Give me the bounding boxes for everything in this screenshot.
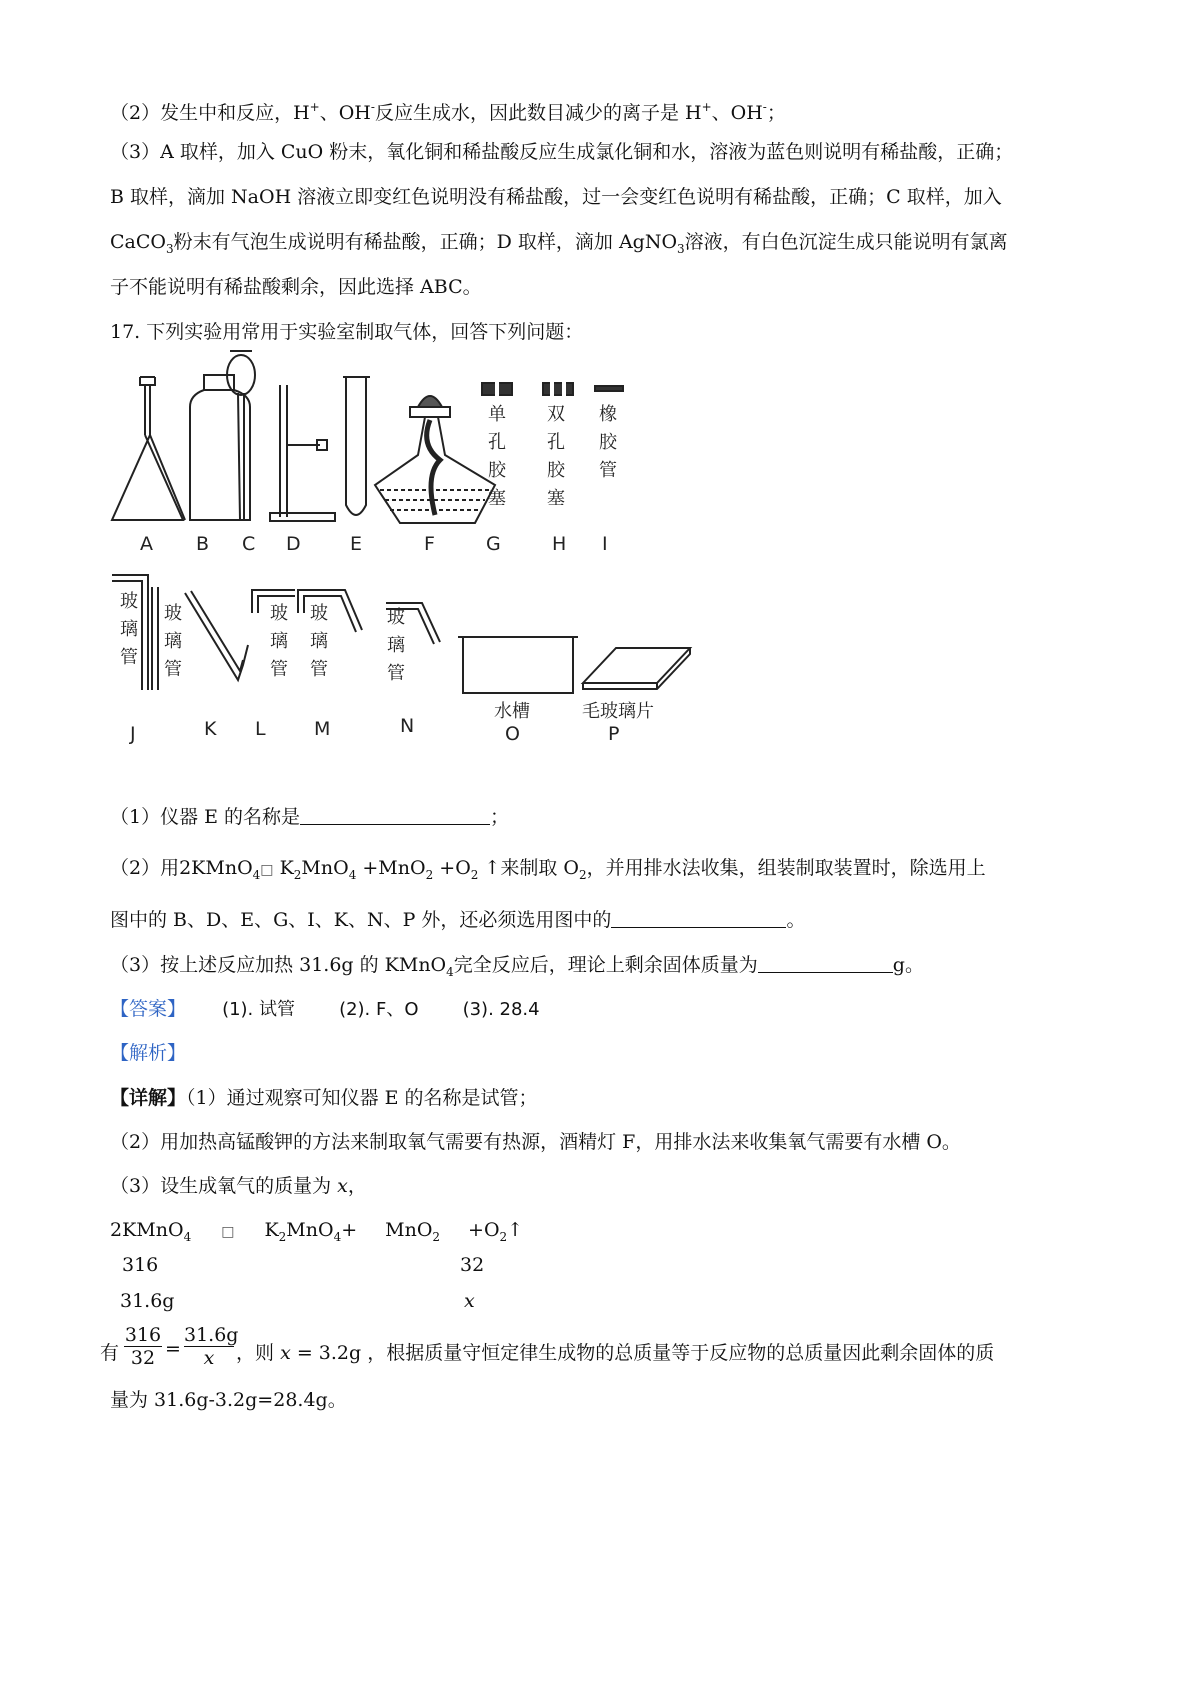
alcohol-lamp-icon: [375, 396, 495, 523]
text: +MnO: [362, 857, 426, 879]
label-H: H: [552, 533, 567, 555]
subscript: 2: [579, 868, 587, 882]
fraction-2: [184, 1324, 239, 1369]
subscript: 4: [348, 868, 357, 882]
detail-tag: 【详解】: [110, 1087, 187, 1109]
g-text: 单: [488, 404, 506, 425]
svg-text:胶: 胶: [488, 460, 506, 481]
water-trough-icon: [458, 637, 578, 693]
subscript: 2: [432, 1230, 441, 1244]
rubber-tube-icon: [595, 386, 623, 391]
svg-text:塞: 塞: [488, 488, 506, 509]
paragraph-2: [110, 92, 1100, 128]
label-I: I: [602, 533, 608, 555]
detail-1: [110, 1083, 1100, 1113]
label-O: O: [505, 723, 520, 745]
detail-3: [110, 1171, 1100, 1201]
text: K: [264, 1219, 279, 1241]
label-E: E: [350, 533, 363, 555]
row2-labels: [129, 715, 619, 745]
text: ↑: [484, 857, 501, 879]
subscript: 2: [499, 1230, 508, 1244]
text: ，则: [236, 1342, 275, 1364]
text: = 3.2g: [290, 1342, 362, 1364]
svg-text:璃: 璃: [270, 631, 288, 652]
text: 有: [100, 1342, 120, 1364]
subscript: 2: [293, 868, 302, 882]
variable: x: [337, 1175, 348, 1197]
label-D: D: [286, 533, 301, 555]
paragraph-3-line-2: B 取样，滴加 NaOH 溶液立即变红色说明没有稀盐酸，过一会变红色说明有稀盐酸，正确；C 取样，加入: [110, 186, 1002, 208]
answer-3: (3). 28.4: [462, 999, 540, 1020]
svg-text:孔: 孔: [488, 432, 506, 453]
svg-text:孔: 孔: [547, 432, 565, 453]
i-text: 橡: [599, 404, 617, 425]
calc-equation: [110, 1219, 523, 1244]
label-P: P: [608, 723, 620, 745]
text: g。: [892, 954, 924, 976]
single-hole-stopper-icon: [482, 379, 512, 397]
text: （1）通过观察可知仪器 E 的名称是试管；: [186, 1087, 538, 1109]
text: 、OH: [711, 102, 763, 124]
iron-stand-icon: [270, 385, 335, 521]
svg-text:璃: 璃: [387, 635, 405, 656]
answer-1: (1). 试管: [222, 999, 296, 1020]
equals-sign: =: [165, 1338, 181, 1360]
answer-tag: 【答案】: [110, 998, 187, 1020]
p-text: 毛玻璃片: [582, 701, 654, 722]
svg-text:璃: 璃: [310, 631, 328, 652]
paragraph-3-line-1: （3）A 取样，加入 CuO 粉末，氧化铜和稀盐酸反应生成氯化铜和水，溶液为蓝色则说明有稀盐酸，正确；: [110, 141, 1014, 163]
text: 完全反应后，理论上剩余固体质量为: [453, 954, 758, 976]
text: ；: [766, 102, 786, 124]
label-M: M: [314, 718, 331, 740]
svg-text:胶: 胶: [547, 460, 565, 481]
text: （1）仪器 E 的名称是: [110, 806, 301, 828]
subscript: 2: [470, 868, 479, 882]
glass-tube-l-icon: [185, 591, 248, 680]
detail-2: （2）用加热高锰酸钾的方法来制取氧气需要有热源，酒精灯 F，用排水法来收集氧气需要有水槽 O。: [110, 1131, 961, 1153]
o-text: 水槽: [494, 701, 530, 722]
subscript: 3: [165, 242, 174, 256]
test-tube-icon: [343, 377, 370, 515]
text: ，并用排水法收集，组装制取装置时，除选用上: [586, 857, 986, 879]
denominator: x: [184, 1346, 234, 1369]
equation: [179, 857, 501, 882]
text: 。: [786, 909, 806, 931]
text: K: [279, 857, 294, 879]
text: ↑: [507, 1219, 524, 1241]
answer-blank-3[interactable]: [758, 952, 893, 973]
svg-text:胶: 胶: [599, 432, 617, 453]
svg-text:管: 管: [599, 460, 617, 481]
subscript: 2: [425, 868, 434, 882]
numerator: 31.6g: [184, 1324, 239, 1346]
text: ，: [347, 1175, 367, 1197]
svg-text:玻: 玻: [310, 603, 328, 624]
svg-text:璃: 璃: [164, 631, 182, 652]
reaction-arrow: □: [260, 862, 274, 878]
text: ，根据质量守恒定律生成物的总质量等于反应物的总质量因此剩余固体的质: [367, 1342, 995, 1364]
text: 2KMnO: [110, 1219, 184, 1241]
question-3: [110, 950, 1100, 987]
bottle-icon: [190, 375, 250, 520]
svg-text:玻: 玻: [387, 607, 405, 628]
text: 反应生成水，因此数目减少的离子是 H: [374, 102, 702, 124]
svg-text:管: 管: [387, 663, 405, 684]
text: 粉末有气泡生成说明有稀盐酸，正确；D 取样，滴加 AgNO: [173, 231, 678, 253]
frosted-glass-plate-icon: [583, 648, 690, 689]
final-line: 量为 31.6g-3.2g=28.4g。: [110, 1389, 347, 1411]
svg-text:璃: 璃: [120, 619, 138, 640]
ratio-conclusion: [236, 1338, 994, 1365]
subscript: 4: [183, 1230, 192, 1244]
glass-tube-text: 玻: [120, 591, 138, 612]
glass-tube-k-icon: [152, 587, 158, 690]
variable: x: [280, 1342, 291, 1364]
answer-blank-2[interactable]: [611, 907, 786, 928]
text: （2）发生中和反应，H: [110, 102, 310, 124]
h-text: 双: [547, 404, 565, 425]
subscript: 2: [278, 1230, 287, 1244]
svg-text:玻: 玻: [270, 603, 288, 624]
text: +O: [439, 857, 471, 879]
label-G: G: [486, 533, 501, 555]
apparatus-figure: [100, 345, 720, 755]
label-C: C: [242, 533, 256, 555]
analysis-tag-line: [110, 1038, 1100, 1068]
text: MnO: [286, 1219, 334, 1241]
subscript: 3: [677, 242, 685, 256]
molar-mass-kmno4: 316: [122, 1254, 159, 1276]
label-F: F: [424, 533, 435, 555]
text: CaCO: [110, 231, 166, 253]
denominator: 32: [124, 1346, 162, 1369]
row1-labels: [140, 533, 608, 555]
label-J: J: [130, 723, 136, 745]
text: 2KMnO: [179, 857, 253, 879]
text: 溶液，有白色沉淀生成只能说明有氯离: [684, 231, 1008, 253]
superscript: +: [309, 100, 320, 114]
svg-text:管: 管: [270, 659, 288, 680]
text: 来制取 O: [500, 857, 580, 879]
double-hole-stopper-icon: [543, 379, 573, 397]
text: （3）设生成氧气的质量为: [110, 1175, 338, 1197]
question-title: 17. 下列实验用常用于实验室制取气体，回答下列问题：: [110, 321, 584, 343]
text: MnO: [385, 1219, 433, 1241]
superscript: +: [701, 100, 712, 114]
molar-mass-o2: 32: [460, 1254, 485, 1276]
numerator: 316: [124, 1324, 162, 1346]
paragraph-3-line-3: [110, 227, 1100, 264]
question-2-line-1: [110, 853, 1100, 890]
mass-o2: x: [464, 1290, 475, 1312]
analysis-tag: 【解析】: [110, 1042, 187, 1064]
conical-flask-icon: [112, 377, 185, 520]
svg-text:玻: 玻: [164, 603, 182, 624]
answer-line: [110, 994, 1100, 1025]
label-A: A: [140, 533, 153, 555]
label-B: B: [196, 533, 210, 555]
label-N: N: [400, 715, 415, 737]
text: 、OH: [319, 102, 371, 124]
text: （2）用: [110, 857, 180, 879]
text: （3）按上述反应加热 31.6g 的 KMnO: [110, 954, 447, 976]
mass-kmno4: 31.6g: [120, 1290, 175, 1312]
text: ；: [490, 806, 510, 828]
answer-blank-1[interactable]: [300, 804, 490, 825]
text: 图中的 B、D、E、G、I、K、N、P 外，还必须选用图中的: [110, 909, 612, 931]
question-2-line-2: [110, 905, 1100, 935]
svg-text:管: 管: [310, 659, 328, 680]
fraction-1: [124, 1324, 162, 1369]
svg-text:管: 管: [120, 647, 138, 668]
answer-2: (2). F、O: [339, 999, 419, 1020]
question-1: [110, 802, 1100, 832]
glass-tube-n-icon: [298, 590, 362, 632]
superscript: -: [370, 100, 375, 114]
text: +O: [468, 1219, 500, 1241]
label-L: L: [255, 718, 266, 740]
label-K: K: [204, 718, 217, 740]
subscript: 4: [252, 868, 261, 882]
text: +: [341, 1219, 358, 1241]
text: MnO: [301, 857, 349, 879]
superscript: -: [762, 100, 767, 114]
paragraph-3-line-4: 子不能说明有稀盐酸剩余，因此选择 ABC。: [110, 276, 482, 298]
svg-text:塞: 塞: [547, 488, 565, 509]
subscript: 4: [333, 1230, 342, 1244]
svg-text:管: 管: [164, 659, 182, 680]
reaction-arrow: □: [221, 1224, 235, 1240]
subscript: 4: [446, 965, 454, 979]
